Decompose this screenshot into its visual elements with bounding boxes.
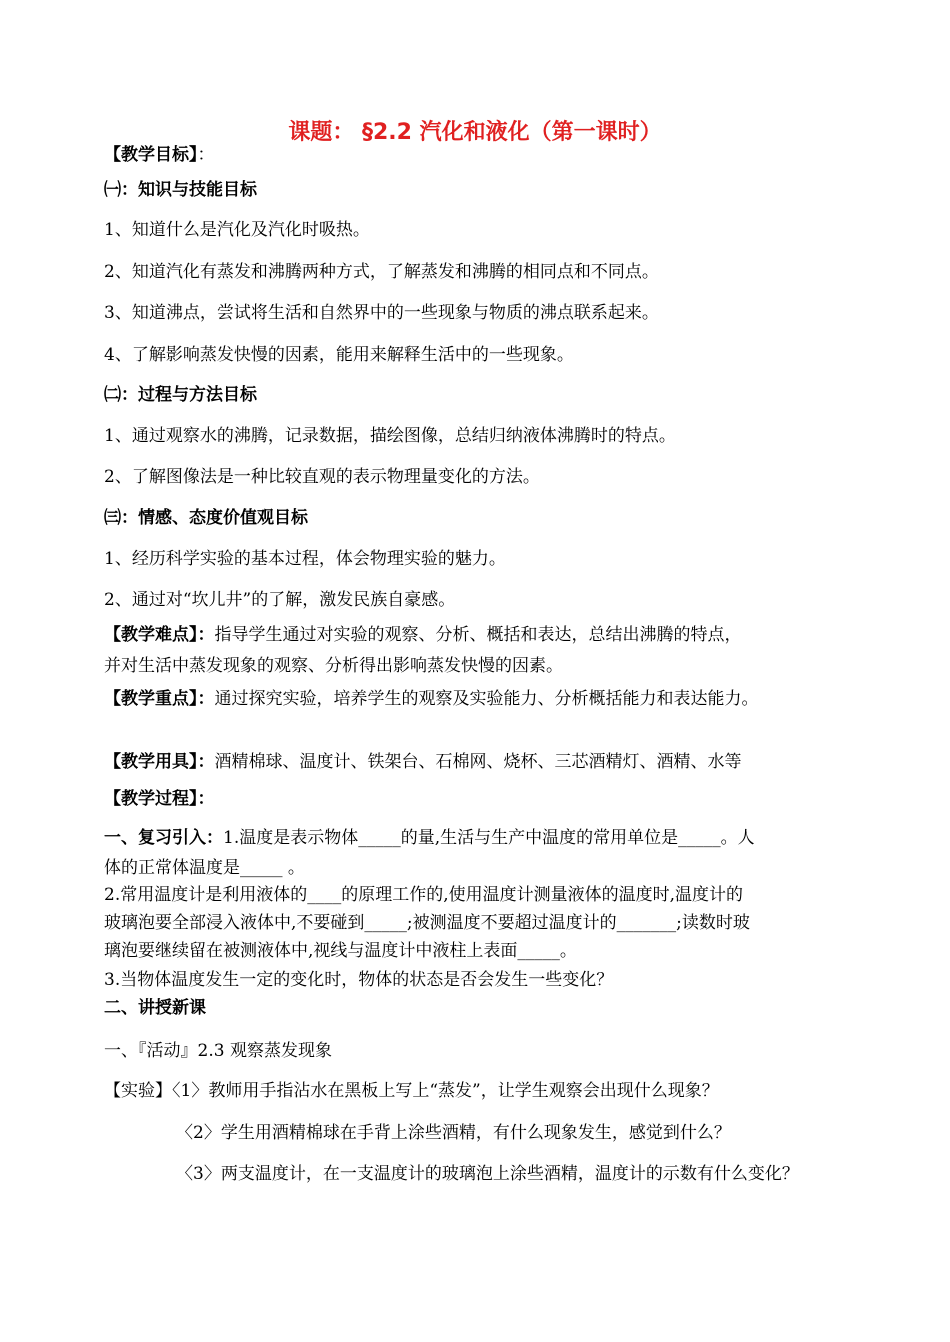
review-line-1 [104, 827, 755, 849]
process-item-1: 1、通过观察水的沸腾，记录数据，描绘图像，总结归纳液体沸腾时的特点。 [104, 426, 676, 446]
review-label: 一、复习引入： [104, 828, 223, 848]
knowledge-item-4: 4、了解影响蒸发快慢的因素，能用来解释生活中的一些现象。 [104, 345, 574, 365]
process-item-2: 2、了解图像法是一种比较直观的表示物理量变化的方法。 [104, 467, 540, 487]
tools-label: 【教学用具】： [104, 752, 215, 772]
experiment-line-1 [104, 1080, 719, 1102]
difficulty-line-2: 并对生活中蒸发现象的观察、分析得出影响蒸发快慢的因素。 [104, 656, 563, 676]
experiment-item-3: 〈3〉两支温度计，在一支温度计的玻璃泡上涂些酒精，温度计的示数有什么变化？ [176, 1164, 799, 1184]
process-heading: ㈡：过程与方法目标 [104, 385, 257, 405]
emotion-item-2: 2、通过对“坎儿井”的了解，激发民族自豪感。 [104, 590, 456, 610]
review-line-6: 3.当物体温度发生一定的变化时，物体的状态是否会发生一些变化？ [104, 970, 614, 990]
experiment-item-2: 〈2〉学生用酒精棉球在手背上涂些酒精，有什么现象发生，感觉到什么？ [176, 1123, 731, 1143]
review-line-3: 2.常用温度计是利用液体的____的原理工作的,使用温度计测量液体的温度时,温度计的 [104, 885, 744, 905]
review-line-4: 玻璃泡要全部浸入液体中,不要碰到_____;被测温度不要超过温度计的_______;读数时玻 [104, 913, 750, 933]
emotion-item-1: 1、经历科学实验的基本过程，体会物理实验的魅力。 [104, 549, 506, 569]
knowledge-item-2: 2、知道汽化有蒸发和沸腾两种方式，了解蒸发和沸腾的相同点和不同点。 [104, 262, 659, 282]
difficulty-line-1 [104, 624, 742, 646]
emotion-heading: ㈢：情感、态度价值观目标 [104, 508, 308, 528]
review-text-1: 1.温度是表示物体_____的量,生活与生产中温度的常用单位是_____。人 [223, 828, 755, 848]
process-label: 【教学过程】： [104, 789, 215, 809]
knowledge-item-1: 1、知道什么是汽化及汽化时吸热。 [104, 220, 370, 240]
key-points-label: 【教学重点】： [104, 689, 215, 709]
experiment-label: 【实验】 [104, 1081, 172, 1101]
activity-line: 一、『活动』2.3 观察蒸发现象 [104, 1041, 332, 1061]
goals-label-suffix: ： [197, 145, 215, 165]
tools-text: 酒精棉球、温度计、铁架台、石棉网、烧杯、三芯酒精灯、酒精、水等 [214, 752, 742, 772]
difficulty-label: 【教学难点】： [104, 625, 215, 645]
tools-line [104, 751, 742, 773]
key-points-text: 通过探究实验，培养学生的观察及实验能力、分析概括能力和表达能力。 [214, 689, 759, 709]
knowledge-heading: ㈠：知识与技能目标 [104, 180, 257, 200]
new-lesson-heading: 二、讲授新课 [104, 998, 206, 1018]
review-line-5: 璃泡要继续留在被测液体中,视线与温度计中液柱上表面_____。 [104, 941, 577, 961]
goals-label: 【教学目标】 [104, 145, 198, 165]
key-points-line [104, 688, 759, 710]
experiment-item-1: 〈1〉教师用手指沾水在黑板上写上“蒸发”，让学生观察会出现什么现象？ [172, 1081, 719, 1101]
page-title: 课题： §2.2 汽化和液化（第一课时） [288, 120, 662, 145]
goals-label-line [104, 144, 215, 166]
review-line-2: 体的正常体温度是_____ 。 [104, 858, 305, 878]
difficulty-text-1: 指导学生通过对实验的观察、分析、概括和表达，总结出沸腾的特点， [214, 625, 742, 645]
knowledge-item-3: 3、知道沸点，尝试将生活和自然界中的一些现象与物质的沸点联系起来。 [104, 303, 659, 323]
